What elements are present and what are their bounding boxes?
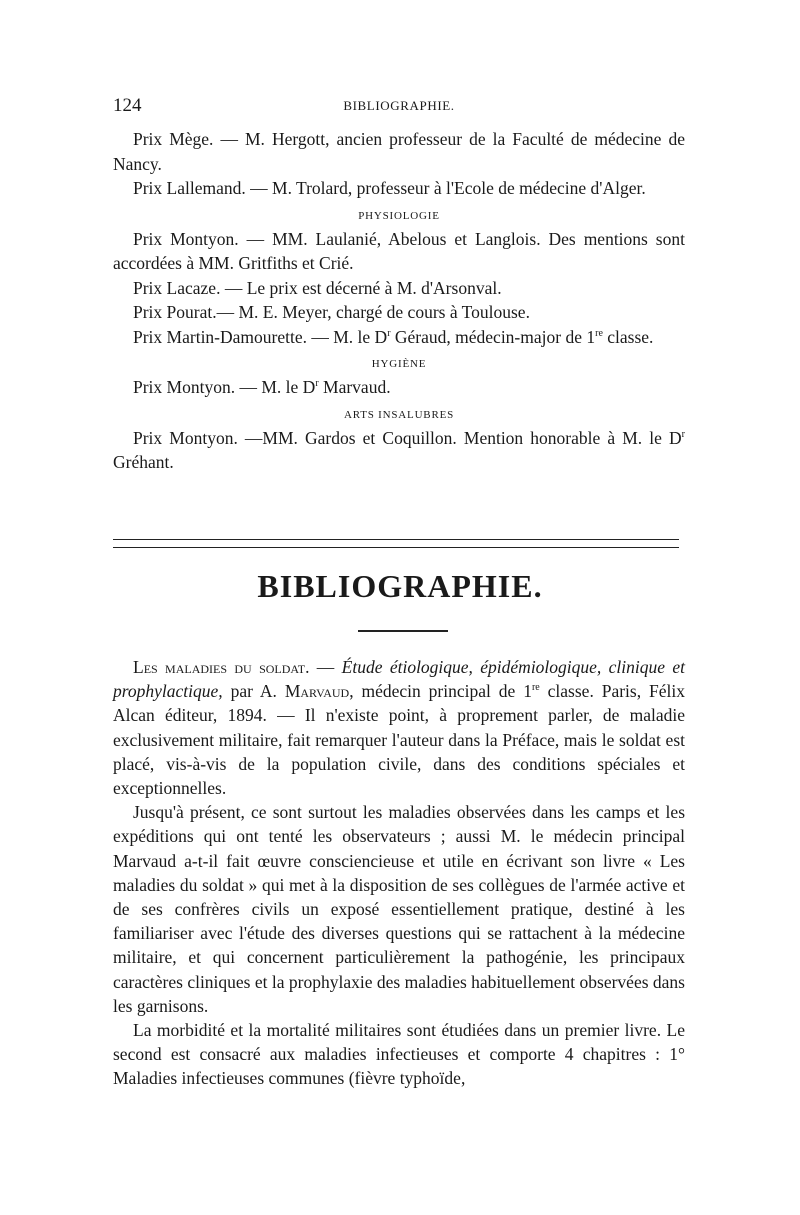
book-title: Les maladies du soldat. — [133, 657, 310, 677]
article-paragraph: Les maladies du soldat. — Étude étiologique, épidémiologique, clinique et prophylactique, par A. Marvaud, médecin principal de 1re classe. Paris, Félix Alcan éditeur, 1894. — Il n'existe point, à proprement parler, de maladie exclusivement militaire, fait remarquer l'auteur dans la Préface, mais le soldat est placé, vis-à-vis de la population civile, dans des conditions spéciales et exceptionnelles. — [113, 657, 685, 799]
prize-entry: Prix Lacaze. — Le prix est décerné à M. d'Arsonval. — [133, 277, 502, 298]
title-underline — [358, 630, 448, 632]
review-article — [113, 655, 685, 1091]
prize-entry: Prix Lallemand. — M. Trolard, professeur à l'Ecole de médecine d'Alger. — [133, 178, 646, 198]
prize-entry: Prix Montyon. —MM. Gardos et Coquillon. Mention honorable à M. le $D^r$ Gréhant. — [113, 427, 685, 472]
prize-list — [113, 127, 685, 475]
running-title: BIBLIOGRAPHIE. — [343, 98, 455, 113]
article-paragraph: Jusqu'à présent, ce sont surtout les maladies observées dans les camps et les expéditions qui ont tenté les observateurs ; aussi M. le médecin principal Marvaud a-t-il fait œuvre consciencieuse et utile en écrivant son livre « Les maladies du soldat » qui met à la disposition de ses collègues de l'armée active et de ses confrères civils un exposé essentiellement pratique, destiné à les familiariser avec l'étude des diverses questions qui se rattachent à la médecine militaire, et qui concernent particulièrement la pathogénie, les principaux caractères cliniques et la prophylaxie des maladies habituellement observées dans les garnisons. — [113, 802, 685, 1016]
page-header — [113, 95, 685, 121]
section-title: BIBLIOGRAPHIE. — [257, 568, 543, 604]
section-heading-arts-insalubres: ARTS INSALUBRES — [343, 408, 455, 421]
author-name: Marvaud — [284, 681, 350, 702]
book-subtitle: Étude étiologique, épidémiologique, clinique et prophylactique, — [113, 657, 685, 702]
section-heading-hygiene: HYGIÈNE — [371, 358, 427, 370]
prize-entry: Prix Pourat.— M. E. Meyer, chargé de cours à Toulouse. — [133, 302, 530, 322]
page-number: 124 — [113, 95, 142, 116]
prize-entry: Prix Montyon. — M. le $D^r$ Marvaud. — [133, 377, 391, 397]
article-paragraph: La morbidité et la mortalité militaires sont étudiées dans un premier livre. Le second est consacré aux maladies infectieuses et comporte 4 chapitres : 1° Maladies infectieuses communes (fièvre typhoïde, — [113, 1020, 685, 1089]
prize-entry: Prix Montyon. — MM. Laulanié, Abelous et Langlois. Des mentions sont accordées à MM. Gritfiths et Crié. — [113, 228, 685, 273]
section-heading-physiologie: PHYSIOLOGIE — [358, 209, 440, 222]
prize-entry: Prix Martin-Damourette. — M. le $D^r$ Géraud, médecin-major de 1re classe. — [133, 326, 654, 347]
double-rule-divider — [113, 539, 679, 548]
prize-entry: Prix Mège. — M. Hergott, ancien professeur de la Faculté de médecine de Nancy. — [113, 129, 685, 174]
